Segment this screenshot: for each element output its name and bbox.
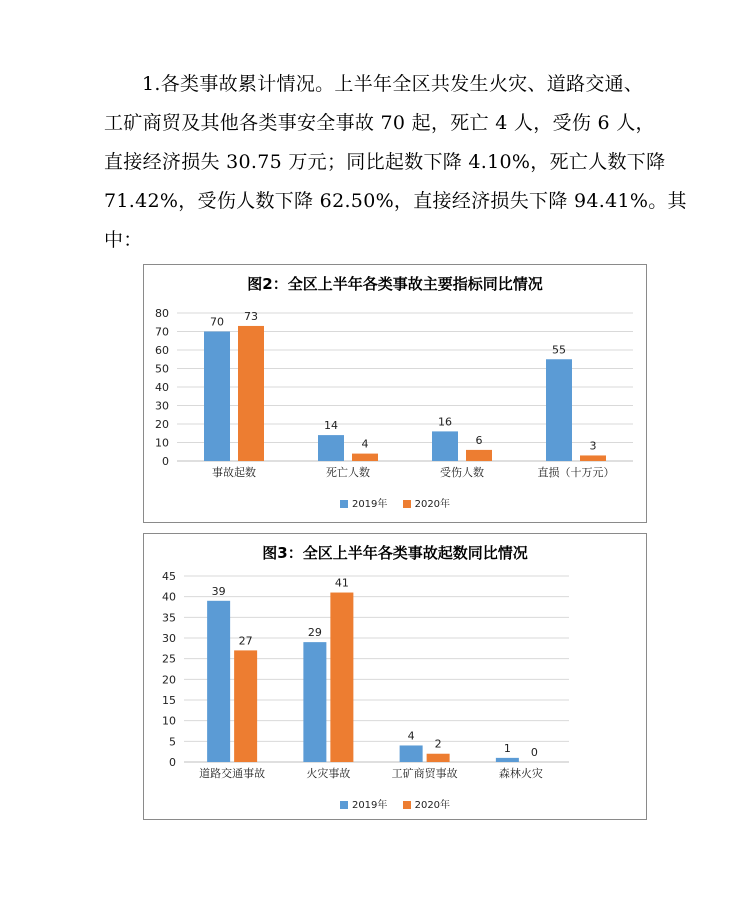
chart-title: 图3：全区上半年各类事故起数同比情况 — [262, 544, 528, 562]
x-tick-label: 死亡人数 — [326, 466, 370, 479]
data-label: 3 — [589, 439, 597, 453]
data-label: 55 — [552, 343, 566, 357]
legend-label: 2019年 — [351, 800, 388, 811]
bar-2019年 — [496, 758, 519, 762]
bar-2020年 — [238, 326, 264, 461]
y-tick-label: 35 — [162, 611, 176, 625]
bar-2019年 — [318, 435, 344, 461]
data-label: 16 — [438, 415, 452, 429]
y-tick-label: 15 — [162, 694, 176, 707]
data-label: 1 — [503, 741, 511, 755]
x-tick-label: 直损（十万元） — [537, 466, 615, 479]
legend-swatch — [340, 500, 348, 508]
y-tick-label: 70 — [155, 325, 169, 339]
paragraph-line: 中： — [104, 229, 143, 251]
y-tick-label: 45 — [162, 570, 176, 583]
data-label: 29 — [307, 626, 322, 640]
legend-label: 2020年 — [414, 800, 451, 811]
data-label: 70 — [210, 315, 224, 329]
x-tick-label: 火灾事故 — [306, 767, 351, 780]
paragraph-line: 1.各类事故累计情况。上半年全区共发生火灾、道路交通、 — [142, 73, 644, 95]
y-tick-label: 30 — [155, 399, 169, 413]
chart-legend — [144, 495, 646, 510]
paragraph-line: 71.42%，受伤人数下降 62.50%，直接经济损失下降 94.41%。其 — [104, 190, 687, 212]
chart-svg — [144, 265, 646, 522]
y-tick-label: 60 — [155, 344, 169, 357]
x-tick-label: 工矿商贸事故 — [391, 767, 458, 780]
x-tick-label: 受伤人数 — [440, 466, 484, 479]
y-tick-label: 5 — [169, 735, 176, 749]
data-label: 27 — [238, 634, 253, 648]
x-tick-label: 事故起数 — [212, 466, 256, 479]
data-label: 41 — [334, 576, 349, 590]
chart-legend — [144, 796, 646, 811]
x-tick-label: 森林火灾 — [498, 767, 543, 780]
data-label: 6 — [475, 433, 483, 447]
legend-item-2020 — [403, 495, 450, 510]
legend-label: 2019年 — [351, 499, 388, 510]
y-tick-label: 80 — [155, 307, 169, 320]
y-tick-label: 0 — [162, 455, 169, 468]
legend-item-2019 — [340, 796, 387, 811]
bar-2019年 — [303, 642, 326, 762]
bar-2019年 — [207, 601, 230, 762]
bar-2020年 — [330, 593, 353, 762]
y-tick-label: 20 — [162, 673, 176, 687]
bar-2019年 — [546, 359, 572, 461]
bar-2020年 — [352, 454, 378, 461]
y-tick-label: 40 — [162, 590, 176, 604]
legend-label: 2020年 — [414, 499, 451, 510]
legend-item-2020 — [403, 796, 450, 811]
bar-2019年 — [400, 745, 423, 762]
data-label: 73 — [244, 309, 258, 323]
y-tick-label: 30 — [162, 632, 176, 645]
data-label: 14 — [324, 419, 338, 433]
data-label: 2 — [434, 737, 442, 751]
y-tick-label: 10 — [162, 714, 176, 728]
chart-title: 图2：全区上半年各类事故主要指标同比情况 — [247, 275, 543, 293]
legend-swatch — [340, 801, 348, 809]
chart-main-indicators — [143, 264, 647, 523]
bar-2019年 — [432, 431, 458, 461]
legend-swatch — [403, 801, 411, 809]
bar-2019年 — [204, 332, 230, 462]
y-tick-label: 10 — [155, 436, 169, 450]
y-tick-label: 50 — [155, 362, 169, 376]
bar-2020年 — [580, 455, 606, 461]
data-label: 4 — [361, 437, 369, 451]
paragraph-line: 工矿商贸及其他各类事安全事故 70 起，死亡 4 人，受伤 6 人， — [104, 112, 655, 134]
x-tick-label: 道路交通事故 — [199, 767, 266, 780]
bar-2020年 — [466, 450, 492, 461]
y-tick-label: 25 — [162, 652, 176, 666]
data-label: 39 — [211, 584, 226, 598]
chart-accident-counts — [143, 533, 647, 820]
y-tick-label: 20 — [155, 418, 169, 431]
legend-swatch — [403, 500, 411, 508]
bar-2020年 — [427, 754, 450, 762]
bar-2020年 — [234, 650, 257, 762]
paragraph-line: 直接经济损失 30.75 万元；同比起数下降 4.10%，死亡人数下降 — [104, 151, 666, 173]
legend-item-2019 — [340, 495, 387, 510]
y-tick-label: 0 — [169, 756, 176, 769]
y-tick-label: 40 — [155, 381, 169, 394]
data-label: 0 — [530, 746, 538, 759]
body-paragraph — [104, 65, 687, 260]
chart-svg — [144, 534, 646, 819]
data-label: 4 — [407, 729, 415, 743]
